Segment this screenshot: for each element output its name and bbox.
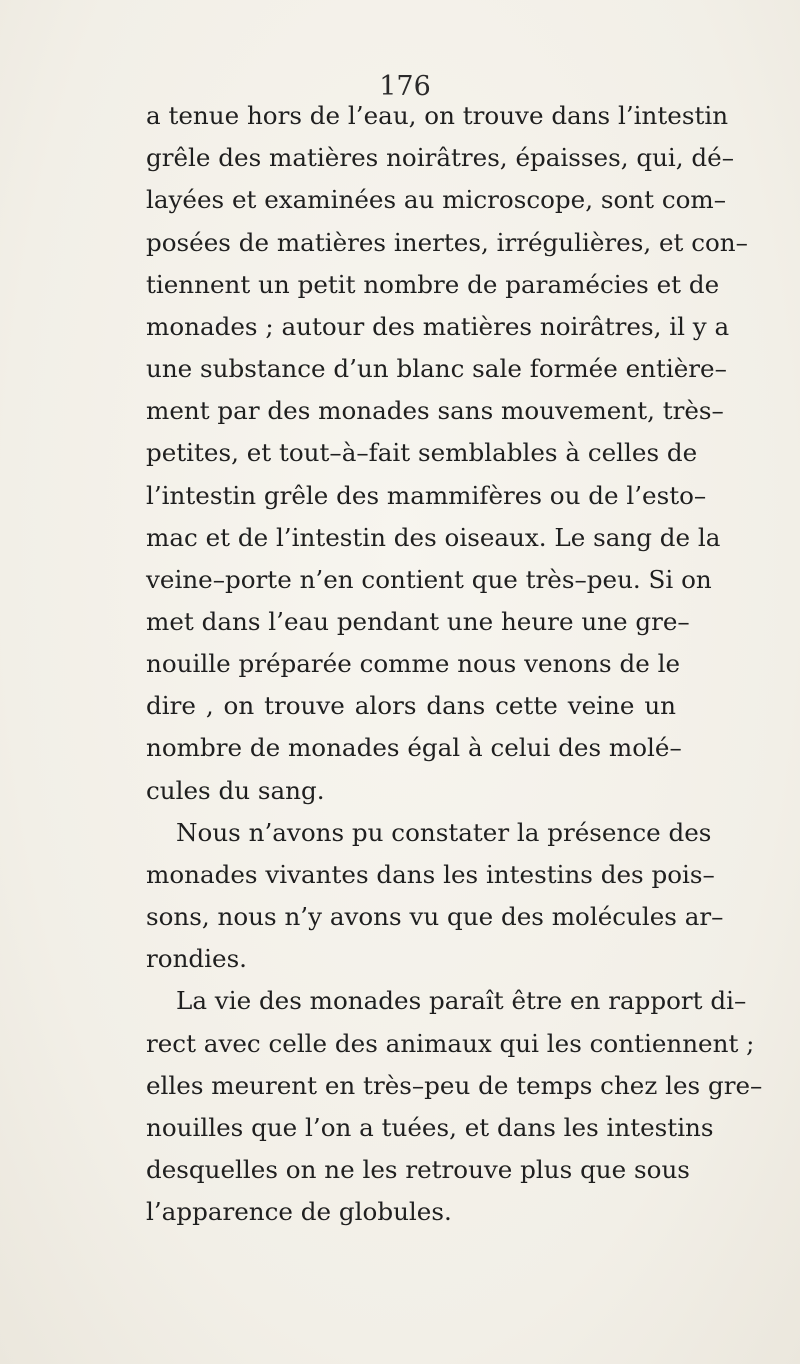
text-line: met dans l’eau pendant une heure une gre– [146, 607, 690, 636]
text-line: tiennent un petit nombre de paramécies et de [146, 270, 720, 299]
text-line: desquelles on ne les retrouve plus que sous [146, 1155, 690, 1184]
paragraph-end-line: rondies. [146, 944, 248, 973]
text-line: monades vivantes dans les intestins des pois– [146, 860, 715, 889]
text-line: petites, et tout–à–fait semblables à celles de [146, 438, 698, 467]
text-line: mac et de l’intestin des oiseaux. Le sang de la [146, 523, 721, 552]
paragraph-end-line: l’apparence de globules. [146, 1197, 452, 1226]
text-line: grêle des matières noirâtres, épaisses, qui, dé– [146, 143, 735, 172]
paragraph-end-line: cules du sang. [146, 776, 325, 805]
text-line: nouille préparée comme nous venons de le [146, 649, 681, 678]
text-line: sons, nous n’y avons vu que des molécules ar– [146, 902, 724, 931]
text-line: elles meurent en très–peu de temps chez les gre– [146, 1071, 763, 1100]
paragraph-start-line: Nous n’avons pu constater la présence des [176, 818, 712, 847]
text-line: l’intestin grêle des mammifères ou de l’esto– [146, 481, 707, 510]
page-number: 176 [379, 71, 431, 102]
text-line: veine–porte n’en contient que très–peu. Si on [146, 565, 712, 594]
text-line: monades ; autour des matières noirâtres, il y a [146, 312, 730, 341]
text-line: nouilles que l’on a tuées, et dans les intestins [146, 1113, 714, 1142]
text-line: dire , on trouve alors dans cette veine un [146, 691, 676, 720]
text-line: ment par des monades sans mouvement, très– [146, 396, 724, 425]
text-line: a tenue hors de l’eau, on trouve dans l’intestin [146, 101, 729, 130]
text-line: une substance d’un blanc sale formée entière– [146, 354, 727, 383]
text-line: nombre de monades égal à celui des molé– [146, 733, 682, 762]
paragraph-start-line: La vie des monades paraît être en rapport di– [176, 986, 747, 1015]
text-line: posées de matières inertes, irrégulières, et con– [146, 228, 748, 257]
text-line: layées et examinées au microscope, sont com– [146, 185, 727, 214]
text-line: rect avec celle des animaux qui les contiennent ; [146, 1029, 755, 1058]
